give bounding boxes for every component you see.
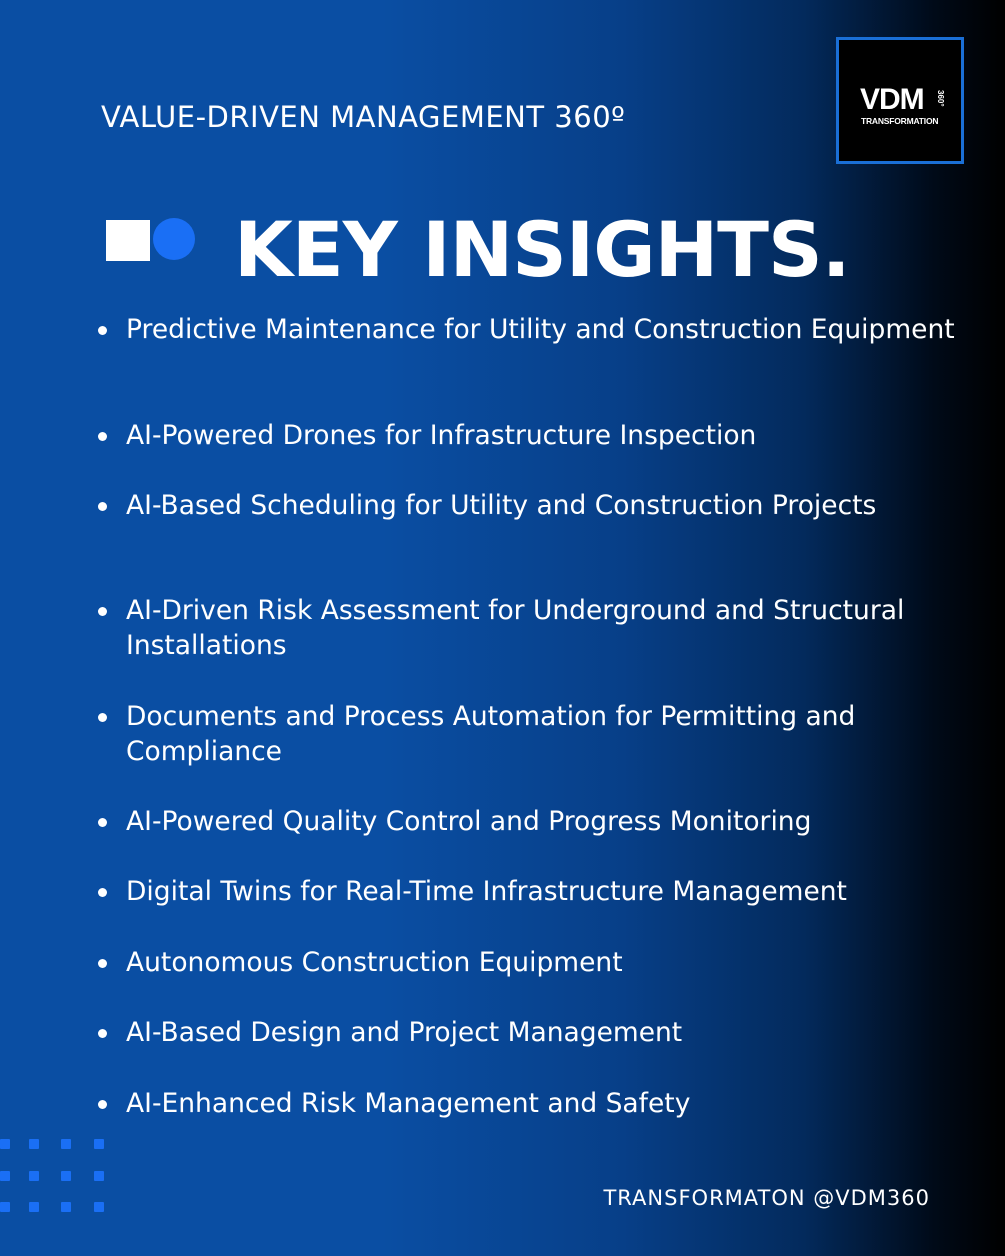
dot-icon bbox=[0, 1202, 10, 1212]
list-item-text: Autonomous Construction Equipment bbox=[126, 947, 623, 978]
dot-icon bbox=[94, 1139, 104, 1149]
list-item bbox=[98, 418, 958, 453]
dot-icon bbox=[29, 1139, 39, 1149]
page-title: KEY INSIGHTS. bbox=[234, 205, 850, 294]
dot-icon bbox=[0, 1171, 10, 1181]
list-item-text: Predictive Maintenance for Utility and Construction Equipment bbox=[126, 314, 955, 345]
vdm-logo bbox=[836, 37, 964, 164]
dot-grid-decoration bbox=[0, 1137, 110, 1217]
bullet-icon bbox=[98, 1029, 107, 1038]
bullet-icon bbox=[98, 326, 107, 335]
dot-icon bbox=[29, 1171, 39, 1181]
bullet-icon bbox=[98, 1100, 107, 1109]
dot-icon bbox=[94, 1202, 104, 1212]
dot-icon bbox=[61, 1171, 71, 1181]
list-item-text: AI-Enhanced Risk Management and Safety bbox=[126, 1088, 691, 1119]
list-item bbox=[98, 804, 958, 839]
bullet-icon bbox=[98, 959, 107, 968]
list-item-text: AI-Powered Drones for Infrastructure Inspection bbox=[126, 420, 757, 451]
list-item bbox=[98, 1015, 958, 1050]
logo-main-text: VDM bbox=[860, 83, 924, 116]
header-title: VALUE-DRIVEN MANAGEMENT 360º bbox=[101, 100, 626, 134]
square-icon bbox=[106, 220, 150, 261]
list-item bbox=[98, 699, 958, 769]
bullet-icon bbox=[98, 607, 107, 616]
circle-icon bbox=[153, 218, 195, 260]
bullet-icon bbox=[98, 432, 107, 441]
dot-icon bbox=[61, 1139, 71, 1149]
bullet-icon bbox=[98, 713, 107, 722]
list-item bbox=[98, 945, 958, 980]
list-item-text: AI-Based Design and Project Management bbox=[126, 1017, 683, 1048]
list-item bbox=[98, 593, 958, 663]
dot-icon bbox=[0, 1139, 10, 1149]
dot-icon bbox=[29, 1202, 39, 1212]
list-item bbox=[98, 488, 958, 523]
list-item-text: AI-Based Scheduling for Utility and Construction Projects bbox=[126, 490, 877, 521]
list-item bbox=[98, 874, 958, 909]
bullet-icon bbox=[98, 818, 107, 827]
list-item bbox=[98, 1086, 958, 1121]
dot-icon bbox=[61, 1202, 71, 1212]
bullet-icon bbox=[98, 888, 107, 897]
bullet-icon bbox=[98, 502, 107, 511]
list-item bbox=[98, 312, 958, 347]
list-item-text: AI-Powered Quality Control and Progress Monitoring bbox=[126, 806, 812, 837]
logo-subtext: TRANSFORMATION bbox=[861, 116, 939, 126]
dot-icon bbox=[94, 1171, 104, 1181]
list-item-text: Digital Twins for Real-Time Infrastructure Management bbox=[126, 876, 847, 907]
footer-handle: TRANSFORMATON @VDM360 bbox=[603, 1186, 930, 1210]
list-item-text: AI-Driven Risk Assessment for Underground and Structural Installations bbox=[126, 595, 905, 661]
logo-superscript: 360° bbox=[936, 90, 945, 107]
list-item-text: Documents and Process Automation for Permitting and Compliance bbox=[126, 701, 856, 767]
